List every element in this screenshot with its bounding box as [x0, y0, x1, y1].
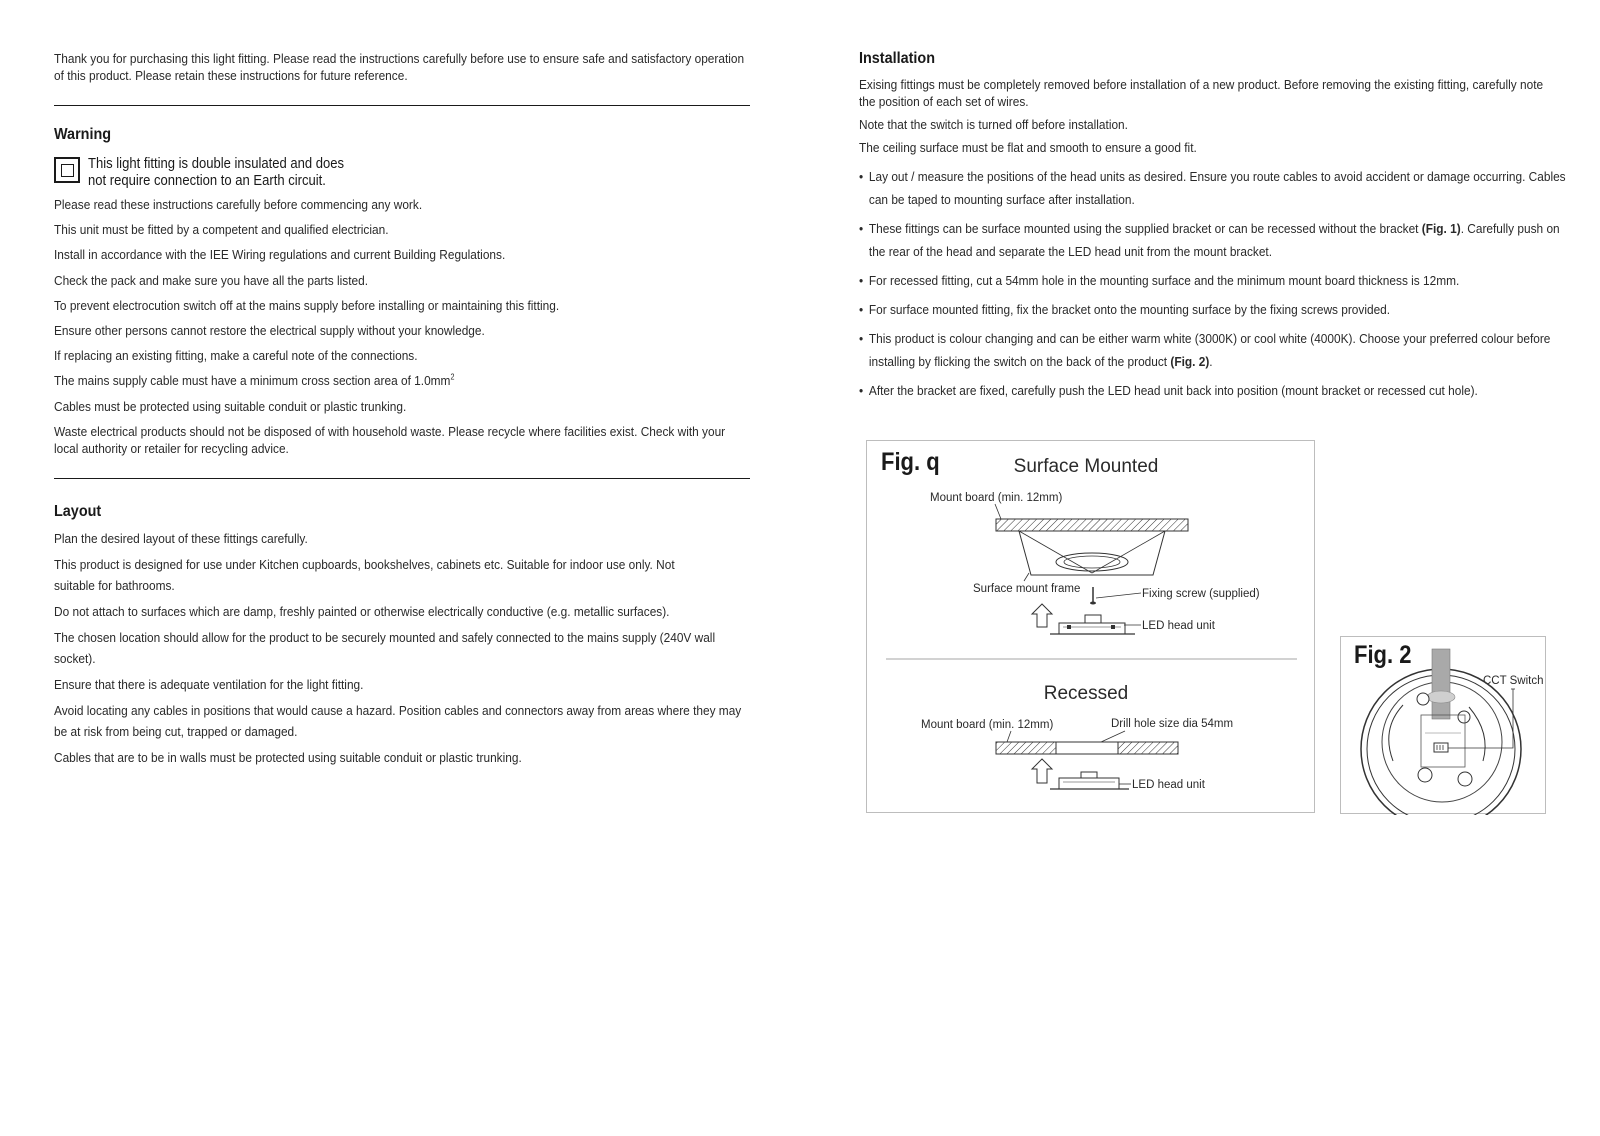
surface-mounted-title: Surface Mounted [1013, 456, 1159, 477]
installation-paragraph: Note that the switch is turned off before installation. [859, 117, 1128, 132]
arrow-up-icon [1032, 604, 1052, 627]
fig1-diagram [867, 441, 1316, 814]
cct-switch [1434, 743, 1448, 752]
led-head-unit [1050, 615, 1135, 634]
fig2-label: Fig. 2 [1354, 641, 1412, 669]
installation-bullet: • After the bracket are fixed, carefully push the LED head unit back into position (mount bracket or recessed cut hole). [859, 379, 1568, 402]
divider [54, 478, 750, 479]
installation-bullet: • For surface mounted fitting, fix the bracket onto the mounting surface by the fixing screws provided. [859, 298, 1568, 321]
fig2-diagram [1341, 637, 1547, 815]
fixing-screw-label: Fixing screw (supplied) [1142, 588, 1260, 600]
warning-item: Please read these instructions carefully before commencing any work. [54, 197, 423, 212]
left-column [54, 50, 750, 773]
layout-item: Cables that are to be in walls must be protected using suitable conduit or plastic trunking. [54, 749, 522, 765]
warning-item-cable-section [54, 372, 749, 389]
warning-item: If replacing an existing fitting, make a careful note of the connections. [54, 348, 418, 364]
layout-item: Plan the desired layout of these fittings carefully. [54, 530, 308, 546]
intro-text: Thank you for purchasing this light fitting. Please read the instructions carefully before use to ensure safe and satisfactory operation of this product. Please retain these instructions for future reference. [54, 51, 745, 83]
installation-bullet: • For recessed fitting, cut a 54mm hole in the mounting surface and the minimum mount board thickness is 12mm. [859, 269, 1568, 292]
arrow-up-icon [1032, 759, 1052, 783]
mount-board-label: Mount board (min. 12mm) [930, 492, 1063, 504]
layout-item: Do not attach to surfaces which are damp, freshly painted or otherwise electrically conductive (e.g. metallic surfaces). [54, 603, 670, 619]
double-insulated-notice [54, 156, 750, 190]
divider [54, 105, 750, 106]
layout-item: Avoid locating any cables in positions that would cause a hazard. Position cables and connectors away from areas where they may be at risk from being cut, trapped or damaged. [54, 702, 742, 739]
warning-item: Check the pack and make sure you have all the parts listed. [54, 272, 369, 288]
installation-bullet: • Lay out / measure the positions of the head units as desired. Ensure you route cables to avoid accident or damage occurring. Cables can be taped to mounting surface after installation. [859, 165, 1568, 211]
double-insulated-icon [54, 157, 80, 183]
drill-hole-label: Drill hole size dia 54mm [1111, 718, 1234, 730]
installation-bullets [859, 165, 1566, 402]
layout-heading: Layout [54, 502, 102, 520]
warning-item: Ensure other persons cannot restore the electrical supply without your knowledge. [54, 322, 485, 338]
layout-item: This product is designed for use under Kitchen cupboards, bookshelves, cabinets etc. Suitable for indoor use only. Not suitable for bathrooms. [54, 556, 675, 593]
installation-bullet: • These fittings can be surface mounted using the supplied bracket or can be recessed without the bracket (Fig. 1). Carefully push on the rear of the head and separate the LED head unit from the mount bracket. [859, 217, 1568, 263]
warning-item: Install in accordance with the IEE Wiring regulations and current Building Regulations. [54, 247, 506, 263]
surface-frame-label: Surface mount frame [973, 583, 1081, 595]
installation-paragraph: The ceiling surface must be flat and smooth to ensure a good fit. [859, 140, 1197, 155]
layout-item: Ensure that there is adequate ventilation for the light fitting. [54, 676, 364, 692]
warning-item: This unit must be fitted by a competent and qualified electrician. [54, 222, 389, 238]
fig1-label: Fig. q [881, 448, 940, 476]
mount-board [996, 519, 1188, 531]
right-column [859, 50, 1566, 408]
double-insulated-text: This light fitting is double insulated and does not require connection to an Earth circuit. [88, 156, 345, 189]
warning-item: Cables must be protected using suitable conduit or plastic trunking. [54, 398, 407, 414]
cable [1432, 649, 1450, 719]
superscript-2: 2 [450, 372, 455, 382]
installation-paragraph: Exising fittings must be completely removed before installation of a new product. Before removing the existing fitting, carefully note the position of each set of wires. [859, 77, 1544, 109]
layout-item: The chosen location should allow for the product to be securely mounted and safely connected to the mains supply (240V wall socket). [54, 629, 716, 666]
warning-heading: Warning [54, 126, 112, 143]
installation-heading: Installation [859, 50, 936, 67]
mount-board-label-2: Mount board (min. 12mm) [921, 719, 1054, 731]
figure-2 [1340, 636, 1546, 814]
cable-section-text: The mains supply cable must have a minimum cross section area of 1.0mm [54, 373, 451, 389]
warning-item: To prevent electrocution switch off at the mains supply before installing or maintaining this fitting. [54, 297, 560, 313]
led-head-label-2: LED head unit [1132, 779, 1205, 791]
installation-bullet: • This product is colour changing and can be either warm white (3000K) or cool white (4000K). Choose your preferred colour before installing by flicking the switch on the back of the product (Fig. 2). [859, 327, 1568, 373]
warning-item: Waste electrical products should not be disposed of with household waste. Please recycle where facilities exist. Check with your local authority or retailer for recycling advice. [54, 423, 726, 456]
led-head-label: LED head unit [1142, 620, 1215, 632]
recessed-title: Recessed [1043, 683, 1129, 704]
figure-1 [866, 440, 1315, 813]
recessed-board-left [996, 742, 1056, 754]
cct-switch-label: CCT Switch [1483, 675, 1544, 687]
fig2-reference: (Fig. 2) [1170, 354, 1210, 369]
fig1-reference: (Fig. 1) [1421, 221, 1461, 236]
led-head-unit-2 [1050, 772, 1129, 789]
recessed-board-right [1118, 742, 1178, 754]
